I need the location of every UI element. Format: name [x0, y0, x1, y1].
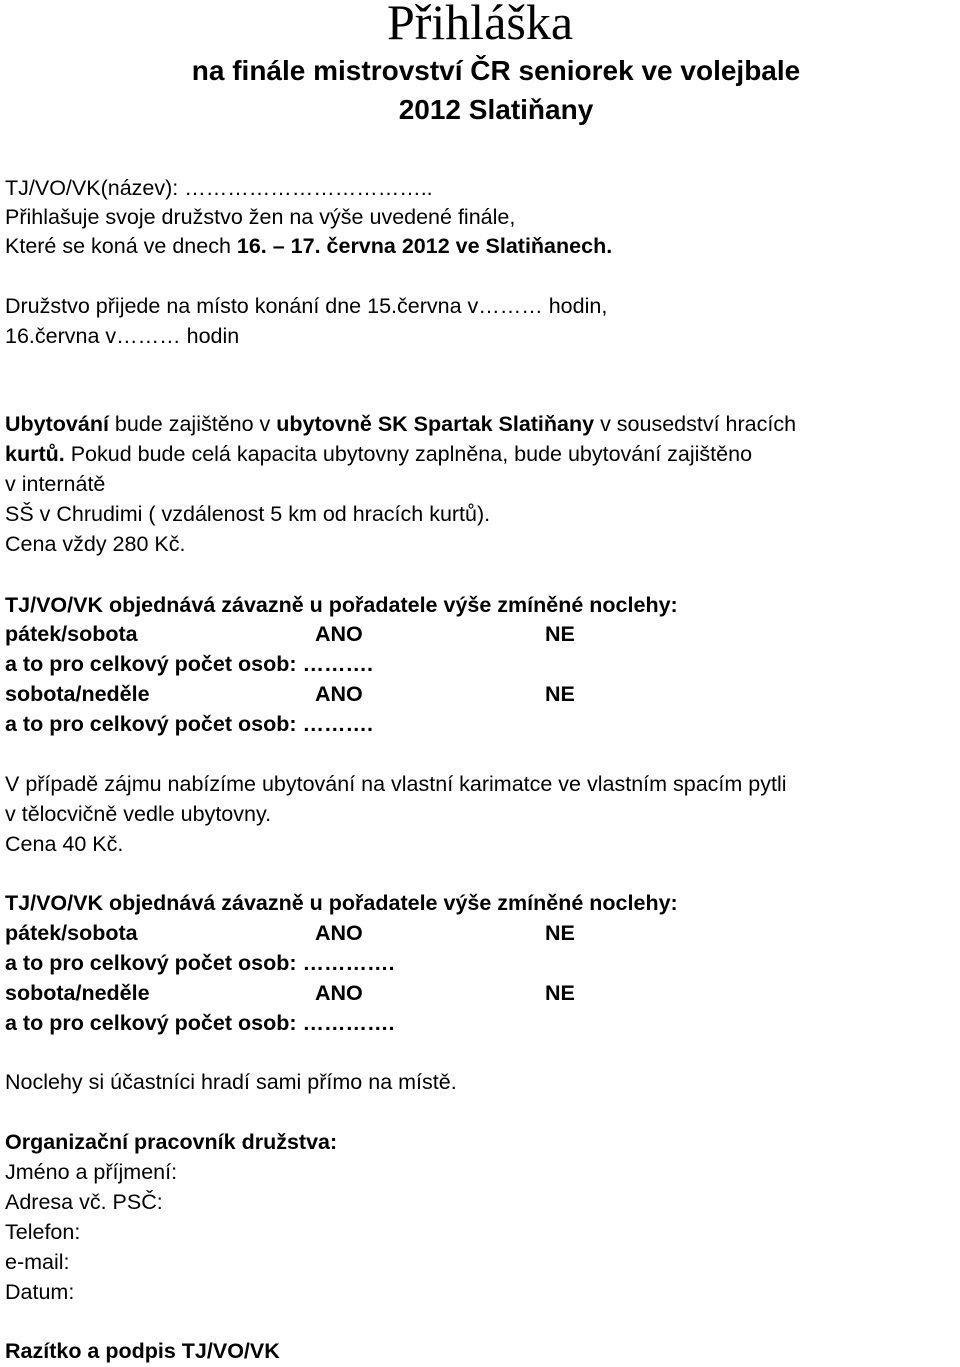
yes-option[interactable]: ANO	[315, 622, 363, 646]
gym-offer-line-1: V případě zájmu nabízíme ubytování na vlastní karimatce ve vlastním spacím pytli	[5, 772, 787, 796]
event-dates: 16. – 17. června 2012 ve Slatiňanech.	[236, 234, 613, 258]
arrival-line-1: Družstvo přijede na místo konání dne 15.června v……… hodin,	[5, 294, 608, 318]
person-count-1: a to pro celkový počet osob: ……….	[5, 652, 373, 676]
yes-option[interactable]: ANO	[315, 981, 363, 1005]
order-heading-1: TJ/VO/VK objednává závazně u pořadatele výše zmíněné noclehy:	[5, 593, 678, 617]
address-field-label: Adresa vč. PSČ:	[5, 1190, 163, 1214]
no-option[interactable]: NE	[545, 622, 575, 646]
no-option[interactable]: NE	[545, 682, 575, 706]
no-option[interactable]: NE	[545, 921, 575, 945]
event-year-place: 2012 Slatiňany	[398, 94, 594, 125]
yes-option[interactable]: ANO	[315, 682, 363, 706]
night-row-fri-sat-2	[5, 920, 705, 946]
date-field-label: Datum:	[5, 1280, 75, 1304]
yes-option[interactable]: ANO	[315, 921, 363, 945]
person-count-3: a to pro celkový počet osob: ………….	[5, 951, 395, 975]
club-name-line: TJ/VO/VK(název): ……………………………..	[5, 176, 433, 200]
night-label: pátek/sobota	[5, 622, 138, 646]
stamp-signature-label: Razítko a podpis TJ/VO/VK	[5, 1339, 280, 1363]
accommodation-text-2: v sousedství hracích	[594, 412, 797, 436]
accommodation-label: Ubytování	[5, 412, 109, 436]
night-row-fri-sat-1	[5, 621, 705, 647]
email-field-label: e-mail:	[5, 1250, 70, 1274]
night-label: sobota/neděle	[5, 981, 150, 1005]
night-row-sat-sun-1	[5, 681, 705, 707]
night-label: sobota/neděle	[5, 682, 150, 706]
no-option[interactable]: NE	[545, 981, 575, 1005]
night-row-sat-sun-2	[5, 980, 705, 1006]
accommodation-text-3: Pokud bude celá kapacita ubytovny zaplněna, bude ubytování zajištěno	[64, 442, 753, 466]
night-label: pátek/sobota	[5, 921, 138, 945]
order-heading-2: TJ/VO/VK objednává závazně u pořadatele výše zmíněné noclehy:	[5, 891, 678, 915]
accommodation-line-4: SŠ v Chrudimi ( vzdálenost 5 km od hracích kurtů).	[5, 502, 491, 526]
accommodation-line-2	[5, 441, 752, 467]
arrival-line-2: 16.června v……… hodin	[5, 324, 240, 348]
name-field-label: Jméno a příjmení:	[5, 1160, 178, 1184]
event-subtitle: na finále mistrovství ČR seniorek ve volejbale	[191, 55, 801, 86]
gym-offer-line-2: v tělocvičně vedle ubytovny.	[5, 802, 272, 826]
payment-note: Noclehy si účastníci hradí sami přímo na místě.	[5, 1070, 457, 1094]
organizer-heading: Organizační pracovník družstva:	[5, 1130, 338, 1154]
gym-price: Cena 40 Kč.	[5, 832, 124, 856]
hostel-name: ubytovně SK Spartak Slatiňany	[276, 412, 595, 436]
person-count-4: a to pro celkový počet osob: ………….	[5, 1011, 395, 1035]
phone-field-label: Telefon:	[5, 1220, 81, 1244]
accommodation-line-3: v internátě	[5, 472, 106, 496]
person-count-2: a to pro celkový počet osob: ……….	[5, 712, 373, 736]
accommodation-line-1	[5, 411, 796, 437]
registration-line: Přihlašuje svoje družstvo žen na výše uvedené finále,	[5, 205, 516, 229]
page-title: Přihláška	[386, 0, 574, 50]
accommodation-text-1: bude zajištěno v	[108, 412, 277, 436]
dates-line	[5, 233, 612, 259]
accommodation-price: Cena vždy 280 Kč.	[5, 532, 186, 556]
dates-text: Které se koná ve dnech	[5, 234, 237, 258]
courts-word: kurtů.	[5, 442, 65, 466]
